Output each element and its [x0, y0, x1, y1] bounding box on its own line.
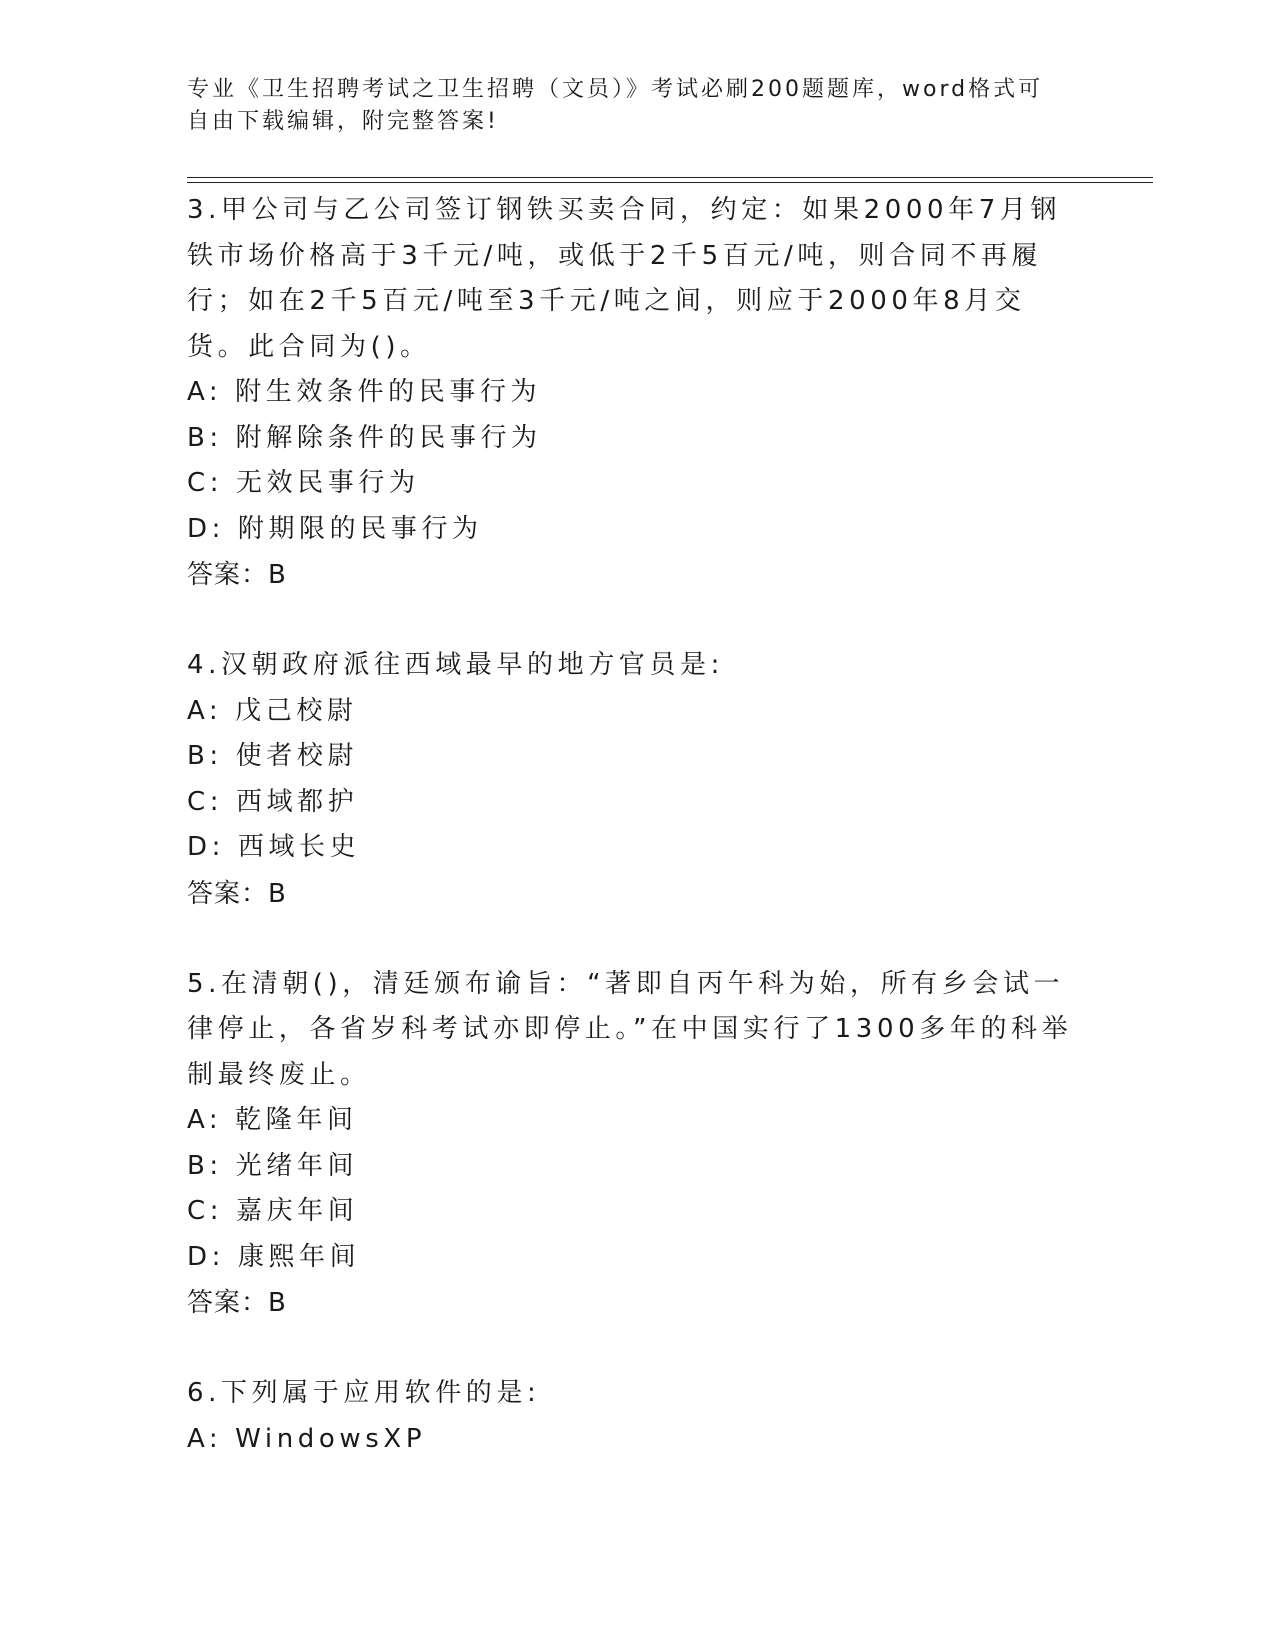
question-gap	[187, 917, 1077, 962]
header-rule-top	[187, 177, 1153, 178]
question-stem: 6.下列属于应用软件的是:	[187, 1378, 541, 1408]
question-gap	[187, 598, 1077, 643]
option-d: D: 附期限的民事行为	[187, 513, 483, 544]
question-gap	[187, 1326, 1077, 1371]
option-c: C: 无效民事行为	[187, 468, 420, 498]
option-a: A: 附生效条件的民事行为	[187, 377, 542, 407]
question-5	[187, 962, 1077, 1327]
option-c: C: 嘉庆年间	[187, 1196, 359, 1226]
answer-line: 答案：B	[187, 1288, 287, 1318]
option-b: B: 使者校尉	[187, 741, 359, 771]
option-a: A: 乾隆年间	[187, 1105, 358, 1135]
document-intro: 专业《卫生招聘考试之卫生招聘（文员）》考试必刷200题题库，word格式可自由下载编辑，附完整答案!	[187, 77, 1044, 134]
question-4	[187, 643, 1077, 917]
option-a: A: WindowsXP	[187, 1423, 427, 1454]
option-d: D: 康熙年间	[187, 1241, 361, 1272]
option-d: D: 西域长史	[187, 832, 361, 862]
question-6	[187, 1371, 1077, 1462]
question-stem: 4.汉朝政府派往西域最早的地方官员是:	[187, 650, 724, 680]
question-stem: 3.甲公司与乙公司签订钢铁买卖合同，约定：如果2000年7月钢铁市场价格高于3千元/吨，或低于2千5百元/吨，则合同不再履行；如在2千5百元/吨至3千元/吨之间，则应于2000年8月交货。此合同为()。	[187, 195, 1062, 362]
header-rule-bottom	[187, 182, 1153, 183]
question-3	[187, 188, 1077, 598]
option-c: C: 西域都护	[187, 786, 359, 817]
option-b: B: 附解除条件的民事行为	[187, 422, 542, 453]
answer-line: 答案：B	[187, 560, 287, 590]
option-a: A: 戊己校尉	[187, 695, 358, 726]
option-b: B: 光绪年间	[187, 1150, 359, 1181]
answer-line: 答案：B	[187, 878, 287, 909]
question-stem: 5.在清朝()，清廷颁布谕旨：“著即自丙午科为始，所有乡会试一律停止，各省岁科考试亦即停止。”在中国实行了1300多年的科举制最终废止。	[187, 968, 1073, 1090]
question-list	[187, 188, 1077, 1462]
